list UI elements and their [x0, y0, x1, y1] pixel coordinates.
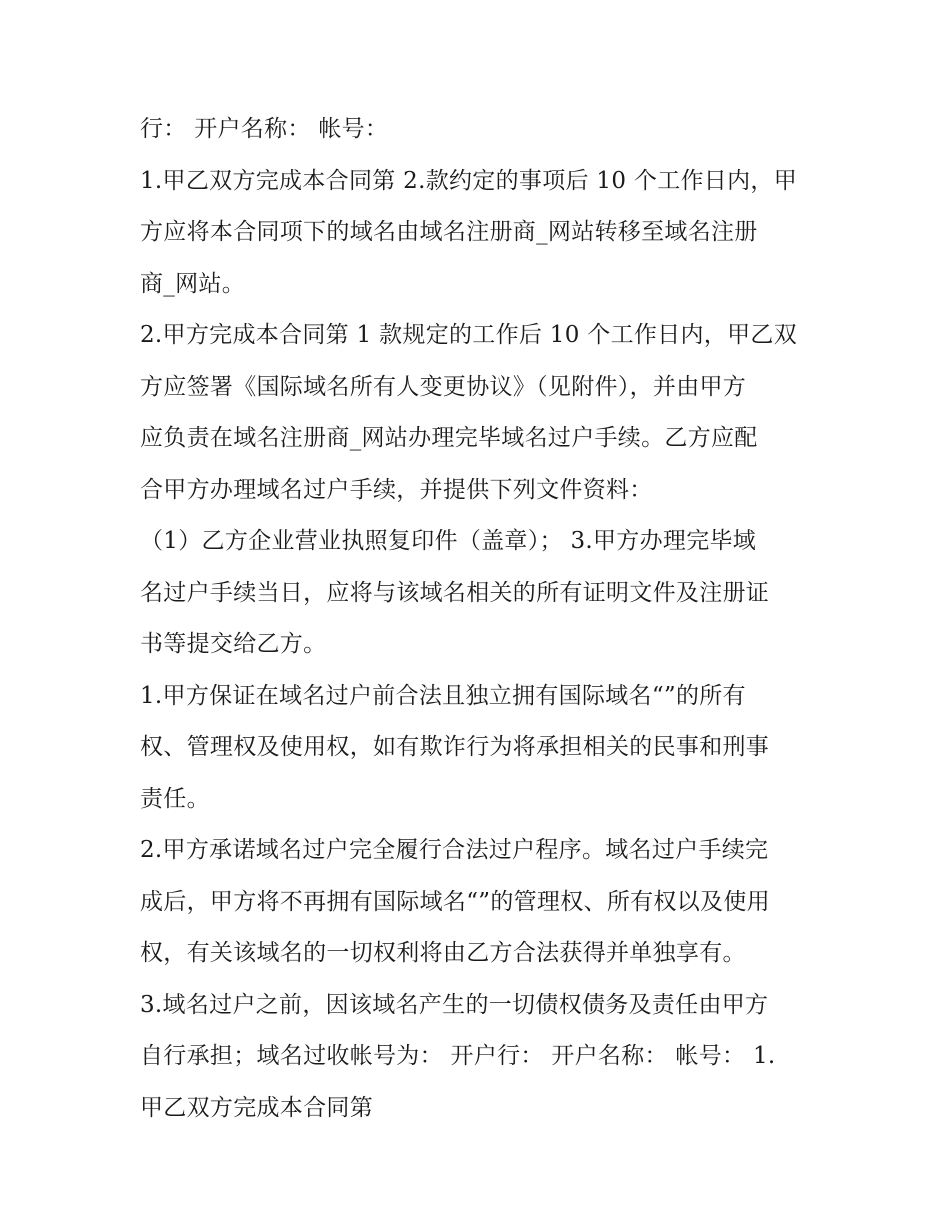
text-line: 权，有关该域名的一切权利将由乙方合法获得并单独享有。: [140, 940, 746, 966]
text-line: 责任。: [140, 785, 210, 812]
text-line: 1.甲乙双方完成本合同第 2.款约定的事项后 10 个工作日内，甲: [140, 167, 797, 194]
text-line: 合甲方办理域名过户手续，并提供下列文件资料：: [140, 476, 653, 503]
text-line: 甲乙双方完成本合同第: [140, 1094, 373, 1121]
text-line: 书等提交给乙方。: [140, 631, 327, 657]
text-line: 3.域名过户之前，因该域名产生的一切债权债务及责任由甲方: [140, 991, 769, 1018]
text-line: 商_网站。: [140, 270, 245, 297]
text-line: 成后，甲方将不再拥有国际域名“”的管理权、所有权以及使用: [140, 888, 770, 915]
text-line: 行： 开户名称： 帐号：: [140, 116, 389, 142]
text-line: 方应将本合同项下的域名由域名注册商_网站转移至域名注册: [140, 219, 758, 245]
text-line: 2.甲方完成本合同第 1 款规定的工作后 10 个工作日内，甲乙双: [140, 322, 797, 348]
text-line: 方应签署《国际域名所有人变更协议》（见附件），并由甲方: [140, 373, 747, 400]
text-line: 2.甲方承诺域名过户完全履行合法过户程序。域名过户手续完: [140, 837, 769, 863]
document-body: [140, 104, 820, 1134]
text-line: （1）乙方企业营业执照复印件（盖章）； 3.甲方办理完毕域: [140, 528, 757, 554]
text-line: 自行承担；域名过收帐号为： 开户行： 开户名称： 帐号： 1.: [140, 1043, 776, 1069]
text-line: 权、管理权及使用权，如有欺诈行为将承担相关的民事和刑事: [140, 734, 770, 760]
text-line: 名过户手续当日，应将与该域名相关的所有证明文件及注册证: [140, 579, 770, 606]
text-line: 1.甲方保证在域名过户前合法且独立拥有国际域名“”的所有: [140, 682, 746, 709]
text-line: 应负责在域名注册商_网站办理完毕域名过户手续。乙方应配: [140, 425, 758, 451]
